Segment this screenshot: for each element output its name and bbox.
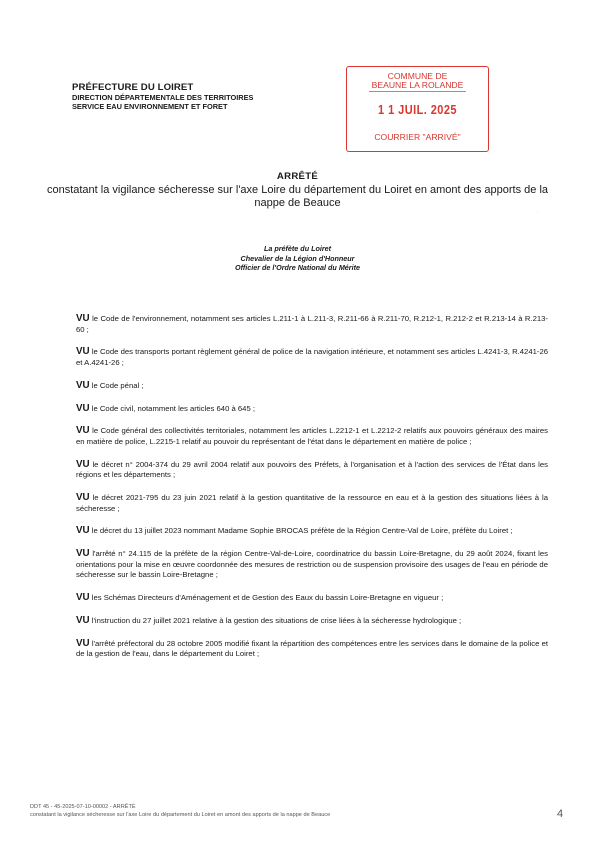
scan-mark: · (537, 210, 539, 216)
vu-text: l'arrêté n° 24.115 de la préfète de la région Centre-Val-de-Loire, coordinatrice du bassin Loire-Bretagne, du 29 août 2024, fixant les orientations pour la mise en œuvre coordonnée des mesures de restriction ou de suspension provisoire des usages de l'eau en période de sécheresse sur le bassin Loire-Bretagne ; (76, 549, 548, 580)
stamp-date: 1 1 JUIL. 2025 (378, 103, 457, 117)
authority-line-3: Officier de l'Ordre National du Mérite (235, 263, 360, 272)
stamp-line-town: BEAUNE LA ROLANDE (371, 80, 464, 90)
reception-stamp (346, 66, 489, 152)
authority-block (40, 244, 555, 273)
vu-keyword: VU (76, 637, 90, 649)
vu-text: le décret 2021-795 du 23 juin 2021 relatif à la gestion quantitative de la ressource en eau et à la gestion des situations liées à la sécheresse ; (76, 493, 548, 513)
vu-text: le Code de l'environnement, notamment ses articles L.211-1 à L.211-3, R.211-66 à R.211-70, R.212-1, R.212-2 et R.213-14 à R.213-60 ; (76, 314, 548, 334)
authority-line-1: La préfète du Loiret (263, 244, 332, 253)
vu-keyword: VU (76, 313, 90, 324)
vu-keyword: VU (76, 346, 90, 358)
vu-item (76, 593, 548, 604)
vu-keyword: VU (76, 458, 90, 470)
vu-list (76, 314, 548, 672)
page-footer (30, 803, 530, 819)
prefecture-name: PRÉFECTURE DU LOIRET (72, 82, 194, 93)
vu-keyword: VU (76, 425, 90, 437)
vu-item (76, 549, 548, 581)
vu-keyword: VU (76, 492, 90, 504)
footer-title: constatant la vigilance sécheresse sur l'axe Loire du département du Loiret en amont des apports de la nappe de Beauce (30, 812, 331, 818)
page-number: 4 (557, 808, 564, 820)
document-title (40, 171, 555, 210)
vu-text: les Schémas Directeurs d'Aménagement et de Gestion des Eaux du bassin Loire-Bretagne en vigueur ; (89, 593, 444, 603)
vu-text: l'arrêté préfectoral du 28 octobre 2005 modifié fixant la répartition des compétences entre les services dans le domaine de la police et de la gestion de l'eau, dans le département du Loiret ; (76, 638, 548, 659)
direction-name: DIRECTION DÉPARTEMENTALE DES TERRITOIRES (72, 93, 254, 102)
stamp-line-commune: COMMUNE DE (387, 71, 448, 81)
vu-text: le Code des transports portant règlement général de police de la navigation intérieure, et notamment ses articles L.4241-3, R.4241-26 et A.4241-26 ; (76, 347, 548, 367)
vu-keyword: VU (76, 614, 90, 626)
title-subtitle: constatant la vigilance sécheresse sur l'axe Loire du département du Loiret en amont des apports de la nappe de Beauce (46, 184, 549, 209)
vu-item (76, 314, 548, 335)
vu-keyword: VU (76, 379, 90, 391)
vu-text: l'instruction du 27 juillet 2021 relative à la gestion des situations de crise liées à la sécheresse hydrologique ; (89, 615, 462, 625)
vu-item (76, 347, 548, 368)
stamp-line-courrier: COURRIER "ARRIVÉ" (374, 132, 461, 142)
vu-keyword: VU (76, 525, 90, 537)
stamp-divider (369, 91, 466, 92)
footer-reference: DDT 45 - 45-2025-07-10-00002 - ARRÊTÉ (30, 804, 136, 810)
vu-keyword: VU (76, 592, 90, 604)
vu-item (76, 493, 548, 514)
vu-text: le décret du 13 juillet 2023 nommant Madame Sophie BROCAS préfète de la Région Centre-Val de Loire, préfète du Loiret ; (89, 526, 513, 536)
vu-item (76, 404, 548, 415)
service-name: SERVICE EAU ENVIRONNEMENT ET FORET (72, 102, 228, 111)
vu-item (76, 639, 548, 660)
vu-keyword: VU (76, 548, 90, 560)
vu-item (76, 381, 548, 392)
vu-item (76, 426, 548, 447)
vu-text: le Code civil, notamment les articles 640 à 645 ; (89, 403, 255, 413)
vu-text: le Code pénal ; (89, 380, 144, 390)
authority-line-2: Chevalier de la Légion d'Honneur (240, 253, 355, 263)
issuer-header (72, 82, 332, 111)
vu-text: le décret n° 2004-374 du 29 avril 2004 relatif aux pouvoirs des Préfets, à l'organisation et à l'action des services de l'État dans les régions et les départements ; (76, 459, 548, 480)
vu-item (76, 526, 548, 537)
vu-text: le Code général des collectivités territoriales, notamment les articles L.2212-1 et L.2212-2 relatifs aux pouvoirs généraux des maires en matière de police, L.2215-1 relatif au pouvoir du représentant de l'état dans le département en matière de police ; (76, 426, 548, 446)
vu-keyword: VU (76, 402, 90, 414)
title-heading: ARRÊTÉ (276, 171, 319, 182)
vu-item (76, 460, 548, 481)
vu-item (76, 616, 548, 627)
